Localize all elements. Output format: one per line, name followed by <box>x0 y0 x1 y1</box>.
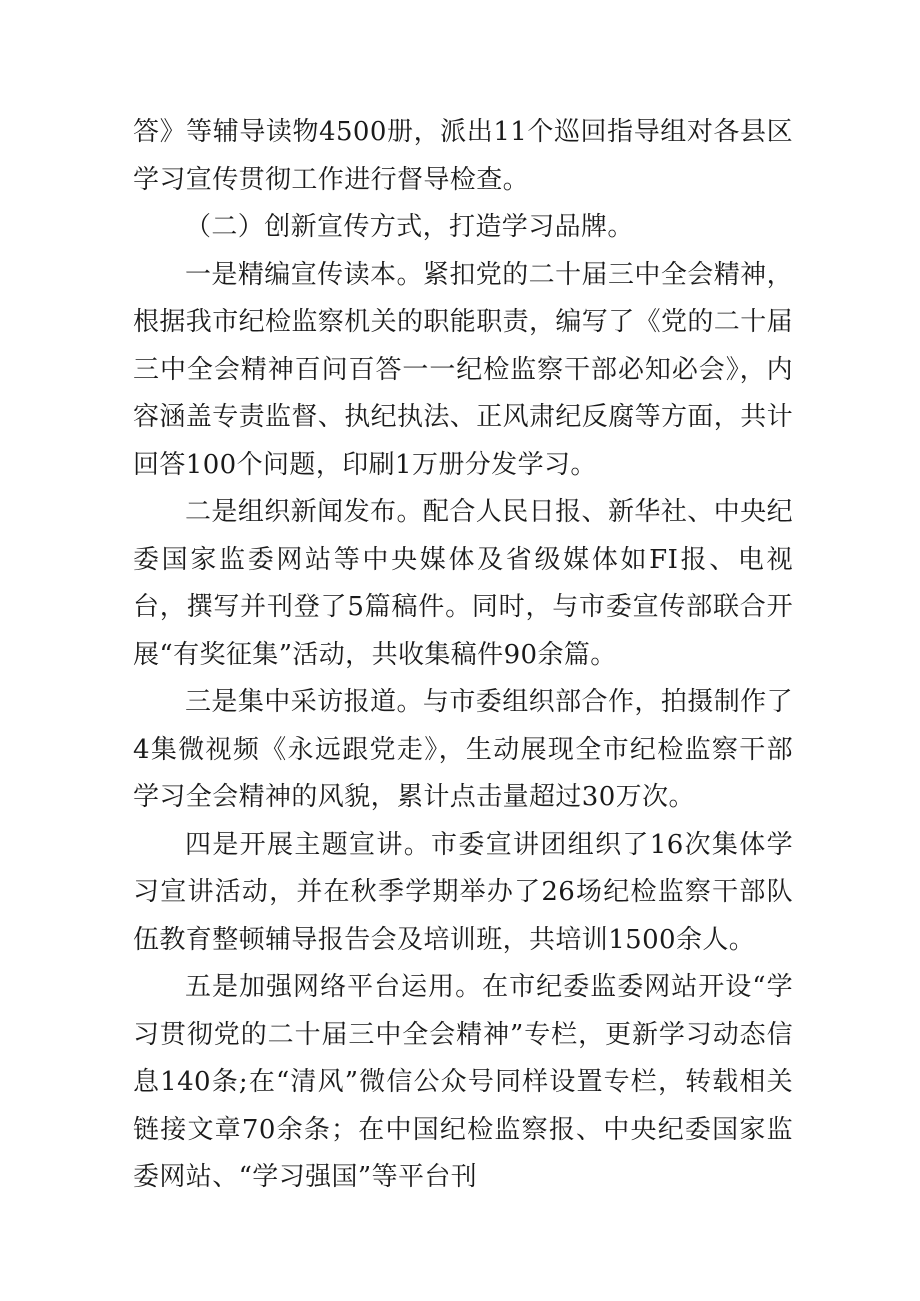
section-heading: （二）创新宣传方式，打造学习品牌。 <box>185 212 634 242</box>
paragraph-continuation: 答》等辅导读物4500册，派出11个巡回指导组对各县区学习宣传贯彻工作进行督导检查。 <box>133 117 793 195</box>
paragraph-reading-material: 一是精编宣传读本。紧扣党的二十届三中全会精神，根据我市纪检监察机关的职能职责，编写了《党的二十届三中全会精神百问百答一一纪检监察干部必知必会》，内容涵盖专责监督、执纪执法、正风肃纪反腐等方面，共计回答100个问题，印刷1万册分发学习。 <box>133 259 794 480</box>
paragraph-interview-report: 三是集中采访报道。与市委组织部合作，拍摄制作了4集微视频《永远跟党走》，生动展现全市纪检监察干部学习全会精神的风貌，累计点击量超过30万次。 <box>133 687 793 812</box>
document-body <box>133 109 793 1202</box>
paragraph-themed-lecture: 四是开展主题宣讲。市委宣讲团组织了16次集体学习宣讲活动，并在秋季学期举办了26场纪检监察干部队伍教育整顿辅导报告会及培训班，共培训1500余人。 <box>133 829 793 955</box>
paragraph-online-platform: 五是加强网络平台运用。在市纪委监委网站开设“学习贯彻党的二十届三中全会精神”专栏，更新学习动态信息140条;在“清风”微信公众号同样设置专栏，转载相关链接文章70余条；在中国纪检监察报、中央纪委国家监委网站、“学习强国”等平台刊 <box>133 972 793 1192</box>
paragraph-news-release: 二是组织新闻发布。配合人民日报、新华社、中央纪委国家监委网站等中央媒体及省级媒体如FI报、电视台，撰写并刊登了5篇稿件。同时，与市委宣传部联合开展“有奖征集”活动，共收集稿件90余篇。 <box>133 497 793 670</box>
